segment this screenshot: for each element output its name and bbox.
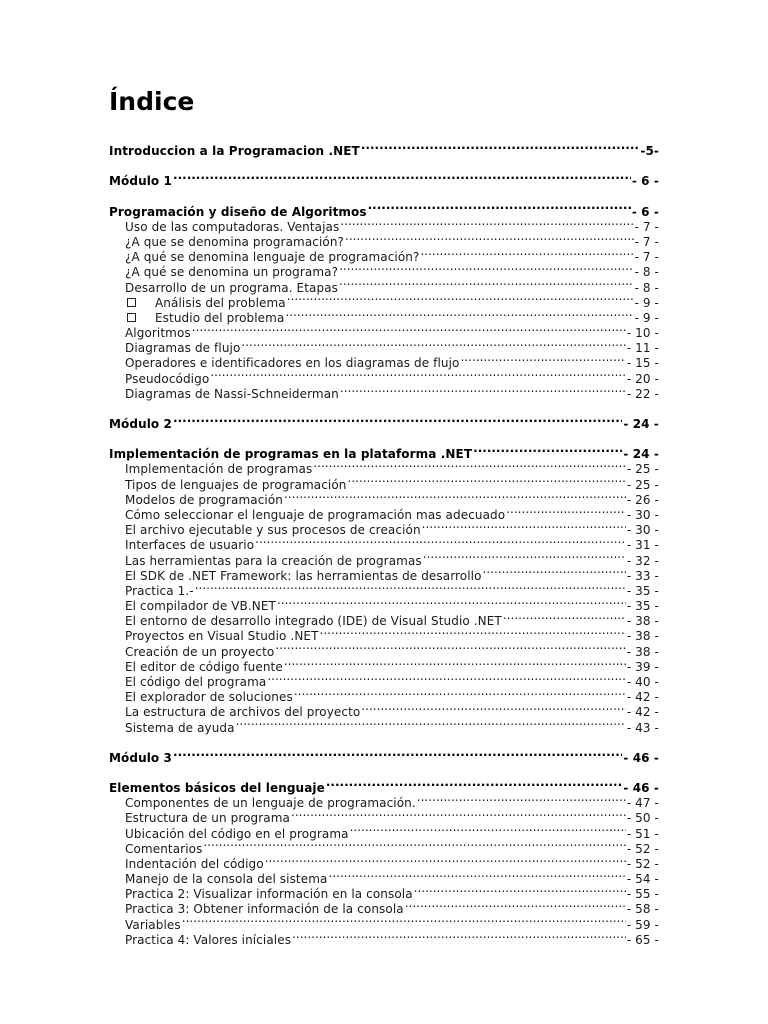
toc-page-number: - 65 - <box>626 932 659 947</box>
dot-leader <box>255 534 626 549</box>
toc-entry-label: Interfaces de usuario <box>125 538 255 553</box>
dot-leader <box>423 549 626 564</box>
toc-page-number: - 24 - <box>623 417 659 431</box>
dot-leader <box>328 868 625 883</box>
dot-leader <box>192 322 626 337</box>
dot-leader <box>320 625 626 640</box>
toc-entry-label: Componentes de un lenguaje de programación. <box>125 796 416 811</box>
toc-page-number: - 35 - <box>626 599 659 614</box>
toc-page-number: - 31 - <box>626 538 659 553</box>
toc-page-number: - 46 - <box>623 780 659 795</box>
dot-leader <box>350 822 626 837</box>
toc-heading-entry[interactable] <box>109 747 659 765</box>
toc-page-number: - 8 - <box>634 265 659 280</box>
dot-leader <box>503 610 626 625</box>
toc-entry[interactable] <box>109 913 659 932</box>
toc-entry-label: ¿A qué se denomina lenguaje de programación? <box>125 250 420 265</box>
toc-entry-label: Creación de un proyecto <box>125 644 275 659</box>
dot-leader <box>345 231 634 246</box>
dot-leader <box>275 640 625 655</box>
toc-entry-label: Sistema de ayuda <box>125 720 235 735</box>
dot-leader <box>241 337 625 352</box>
toc-page-number: - 20 - <box>626 371 659 386</box>
toc-page-number: - 47 - <box>626 796 659 811</box>
toc-entry[interactable] <box>109 929 659 947</box>
toc-entry-label: El SDK de .NET Framework: las herramientas de desarrollo <box>125 568 482 583</box>
dot-leader <box>506 504 626 519</box>
toc-page-number: -5- <box>640 144 659 159</box>
dot-leader <box>368 200 631 215</box>
toc-entry-label: El compilador de VB.NET <box>125 599 276 614</box>
toc-page-number: - 30 - <box>626 523 659 538</box>
toc-entry-label: Indentación del código <box>125 856 264 871</box>
toc-entry-label: El entorno de desarrollo integrado (IDE) de Visual Studio .NET <box>125 614 502 629</box>
toc-entry-label: Implementación de programas <box>125 462 313 477</box>
toc-page-number: - 25 - <box>626 462 659 477</box>
toc-entry-label: Proyectos en Visual Studio .NET <box>125 629 319 644</box>
table-of-contents <box>109 140 659 947</box>
dot-leader <box>339 276 634 291</box>
toc-entry-label: Diagramas de Nassi-Schneiderman <box>125 386 339 401</box>
dot-leader <box>473 443 622 458</box>
toc-entry-label: Programación y diseño de Algoritmos <box>109 204 367 219</box>
toc-entry-label: Practica 4: Valores iníciales <box>125 932 292 947</box>
toc-page-number: - 6 - <box>631 174 659 189</box>
checkbox-bullet-icon <box>127 298 136 307</box>
toc-page-number: - 11 - <box>626 341 659 356</box>
toc-entry-label: Practica 3: Obtener información de la consola <box>125 902 404 917</box>
dot-leader <box>210 367 626 382</box>
toc-entry-label: Variables <box>125 917 181 932</box>
toc-entry-label: El archivo ejecutable y sus procesos de creación <box>125 523 421 538</box>
dot-leader <box>284 656 626 671</box>
checkbox-bullet-icon <box>127 313 136 322</box>
toc-page-number: - 54 - <box>626 872 659 887</box>
toc-entry-label: Modelos de programación <box>125 492 284 507</box>
dot-leader <box>405 898 626 913</box>
toc-entry-label: Tipos de lenguajes de programación <box>125 477 347 492</box>
toc-entry-label: El explorador de soluciones <box>125 690 293 705</box>
toc-page-number: - 24 - <box>623 447 659 462</box>
dot-leader <box>285 307 633 322</box>
toc-entry-label: ¿A que se denomina programación? <box>125 234 345 249</box>
toc-heading-entry[interactable] <box>109 777 659 795</box>
toc-entry-label: Módulo 1 <box>109 174 173 189</box>
toc-entry-label: Manejo de la consola del sistema <box>125 872 328 887</box>
dot-leader <box>461 352 626 367</box>
toc-page-number: - 52 - <box>626 841 659 856</box>
dot-leader <box>339 261 633 276</box>
dot-leader <box>361 140 640 155</box>
toc-page-number: - 15 - <box>626 356 659 371</box>
toc-heading-entry[interactable] <box>109 413 659 431</box>
dot-leader <box>277 595 626 610</box>
toc-entry-label: Uso de las computadoras. Ventajas <box>125 219 340 234</box>
dot-leader <box>173 413 622 428</box>
toc-page-number: - 32 - <box>626 553 659 568</box>
toc-entry[interactable] <box>109 337 659 356</box>
dot-leader <box>284 489 626 504</box>
toc-page-number: - 42 - <box>626 690 659 705</box>
toc-entry-label: Las herramientas para la creación de programas <box>125 553 422 568</box>
dot-leader <box>292 929 626 944</box>
toc-entry-label: Practica 1.- <box>125 583 194 598</box>
toc-page-number: - 58 - <box>626 902 659 917</box>
toc-entry-label: ¿A qué se denomina un programa? <box>125 265 339 280</box>
dot-leader <box>348 473 626 488</box>
dot-leader <box>294 686 626 701</box>
toc-page-number: - 50 - <box>626 811 659 826</box>
toc-entry-label: Cómo seleccionar el lenguaje de programación mas adecuado <box>125 507 506 522</box>
dot-leader <box>326 777 623 792</box>
dot-leader <box>483 565 626 580</box>
toc-entry-label: Elementos básicos del lenguaje <box>109 780 325 795</box>
toc-heading-entry[interactable] <box>109 443 659 462</box>
toc-page-number: - 7 - <box>634 250 659 265</box>
toc-page-number: - 40 - <box>626 675 659 689</box>
toc-page-number: - 6 - <box>631 204 659 219</box>
toc-entry-label: Algoritmos <box>125 326 191 341</box>
toc-entry-label: Comentarios <box>125 841 203 856</box>
toc-page-number: - 22 - <box>626 386 659 401</box>
toc-entry-label: Módulo 2 <box>109 417 173 431</box>
toc-page-number: - 35 - <box>626 583 659 598</box>
toc-page-number: - 38 - <box>626 629 659 644</box>
dot-leader <box>340 383 626 398</box>
toc-page-number: - 7 - <box>634 219 659 234</box>
toc-entry-label: Estructura de un programa <box>125 811 291 826</box>
toc-page-number: - 7 - <box>634 234 659 249</box>
dot-leader <box>361 701 625 716</box>
page-title: Índice <box>109 87 195 116</box>
dot-leader <box>265 853 626 868</box>
toc-entry-label: Análisis del problema <box>155 295 286 310</box>
dot-leader <box>422 519 626 534</box>
toc-page-number: - 9 - <box>634 310 659 325</box>
toc-entry-label: Módulo 3 <box>109 750 173 765</box>
toc-entry-label: Ubicación del código en el programa <box>125 826 349 841</box>
dot-leader <box>420 246 633 261</box>
toc-page-number: - 46 - <box>623 750 659 765</box>
dot-leader <box>340 216 633 231</box>
dot-leader <box>287 292 634 307</box>
toc-page-number: - 52 - <box>626 856 659 871</box>
toc-page-number: - 10 - <box>626 326 659 341</box>
toc-page-number: - 43 - <box>626 720 659 735</box>
toc-page-number: - 38 - <box>626 614 659 629</box>
toc-page-number: - 38 - <box>626 644 659 659</box>
toc-page-number: - 33 - <box>626 568 659 583</box>
toc-entry-label: Implementación de programas en la plataforma .NET <box>109 447 473 462</box>
toc-entry-label: La estructura de archivos del proyecto <box>125 705 361 720</box>
toc-page-number: - 8 - <box>634 280 659 295</box>
toc-page-number: - 30 - <box>626 507 659 522</box>
dot-leader <box>236 716 626 731</box>
toc-heading-entry[interactable] <box>109 140 659 159</box>
dot-leader <box>173 170 631 185</box>
dot-leader <box>182 913 626 928</box>
toc-page-number: - 25 - <box>626 477 659 492</box>
toc-entry[interactable] <box>109 322 659 341</box>
toc-heading-entry[interactable] <box>109 170 659 189</box>
toc-entry-label: Practica 2: Visualizar información en la consola <box>125 887 413 902</box>
toc-page-number: - 26 - <box>626 492 659 507</box>
toc-page-number: - 42 - <box>626 705 659 720</box>
toc-entry-label: El código del programa <box>125 675 267 689</box>
toc-page-number: - 9 - <box>634 295 659 310</box>
dot-leader <box>203 838 625 853</box>
toc-entry-label: Estudio del problema <box>155 310 285 325</box>
dot-leader <box>313 458 625 473</box>
toc-entry-label: Operadores e identificadores en los diagramas de flujo <box>125 356 460 371</box>
toc-entry-label: Introduccion a la Programacion .NET <box>109 144 360 159</box>
dot-leader <box>291 807 626 822</box>
toc-entry-label: Desarrollo de un programa. Etapas <box>125 280 338 295</box>
dot-leader <box>417 792 626 807</box>
dot-leader <box>267 671 626 686</box>
toc-page-number: - 51 - <box>626 826 659 841</box>
dot-leader <box>195 580 626 595</box>
toc-page-number: - 59 - <box>626 917 659 932</box>
toc-page-number: - 39 - <box>626 659 659 674</box>
toc-entry-label: Diagramas de flujo <box>125 341 241 356</box>
toc-heading-entry[interactable] <box>109 200 659 219</box>
toc-entry-label: Pseudocódigo <box>125 371 210 386</box>
toc-entry-label: El editor de código fuente <box>125 659 283 674</box>
toc-page-number: - 55 - <box>626 887 659 902</box>
dot-leader <box>414 883 626 898</box>
dot-leader <box>173 747 622 762</box>
